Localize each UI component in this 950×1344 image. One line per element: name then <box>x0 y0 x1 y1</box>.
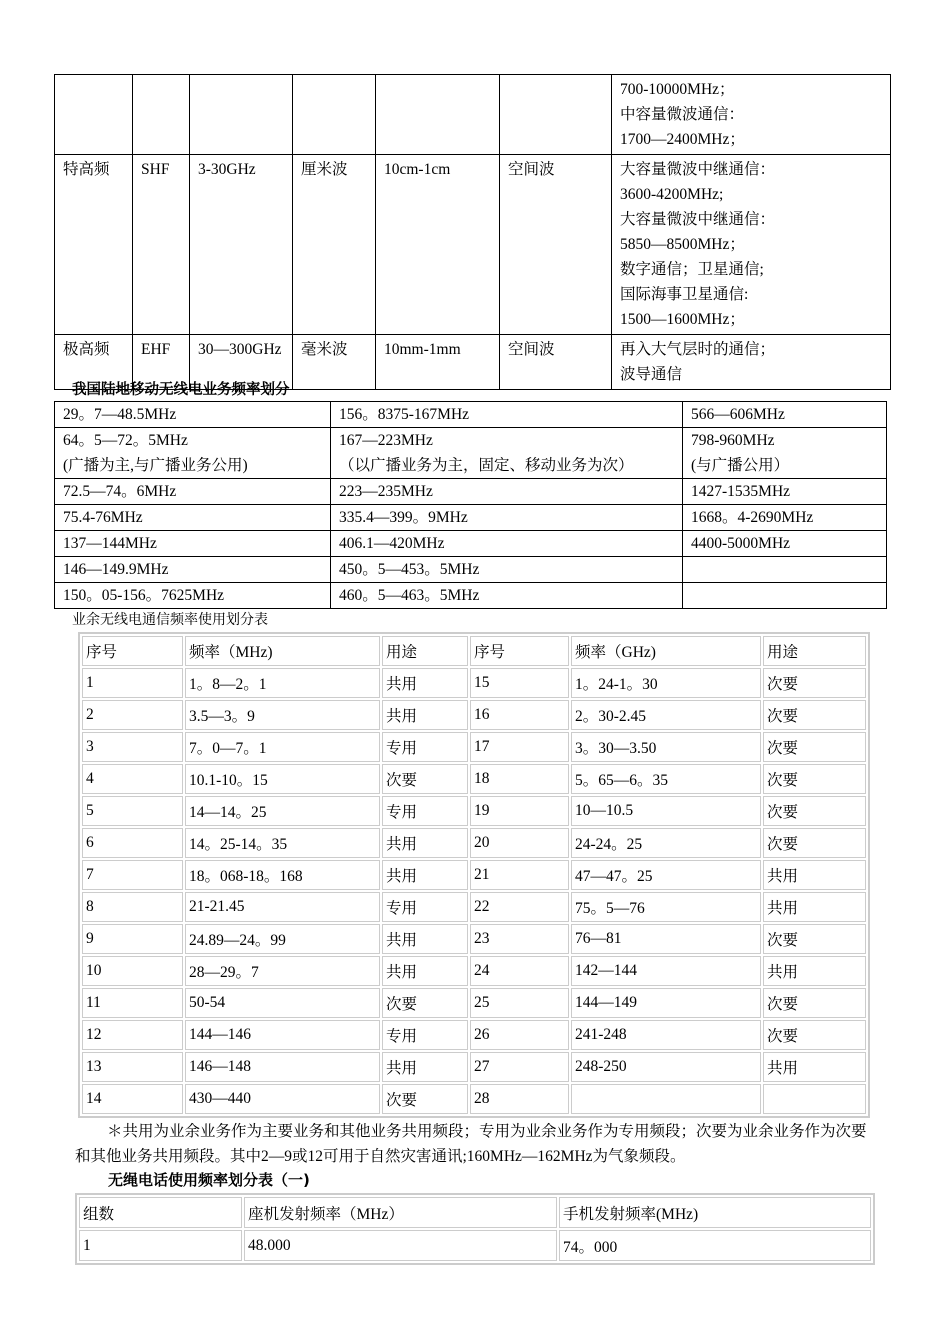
band-prop-cell <box>500 75 612 155</box>
land-mobile-cell <box>683 583 887 609</box>
amateur-cell: 21-21.45 <box>185 892 380 922</box>
land-mobile-cell: 450。5—453。5MHz <box>331 557 683 583</box>
amateur-cell: 专用 <box>382 796 468 826</box>
amateur-cell: 1 <box>82 668 183 698</box>
amateur-cell: 共用 <box>382 956 468 986</box>
amateur-cell: 241-248 <box>571 1020 761 1050</box>
land-mobile-cell: 1427-1535MHz <box>683 479 887 505</box>
amateur-cell: 14。25-14。35 <box>185 828 380 858</box>
table-row <box>82 988 866 1018</box>
amateur-cell: 共用 <box>763 1052 866 1082</box>
table-row <box>82 892 866 922</box>
amateur-cell: 22 <box>470 892 569 922</box>
amateur-cell <box>763 1084 866 1114</box>
amateur-cell: 13 <box>82 1052 183 1082</box>
band-wavelength-cell: 10cm-1cm <box>376 155 500 335</box>
amateur-cell: 共用 <box>382 828 468 858</box>
amateur-cell: 14 <box>82 1084 183 1114</box>
amateur-cell: 11 <box>82 988 183 1018</box>
amateur-note: ＊共用为业余业务作为主要业务和其他业务共用频段；专用为业余业务作为专用频段；次要为业余业务作为次要和其他业务共用频段。其中2—9或12可用于自然灾害通讯;160MHz—162MHz为气象频段。 <box>75 1123 867 1165</box>
cordless-table-title: 无绳电话使用频率划分表（一) <box>108 1171 310 1189</box>
amateur-cell: 24 <box>470 956 569 986</box>
column-header: 用途 <box>382 636 468 666</box>
column-header: 序号 <box>470 636 569 666</box>
amateur-cell: 次要 <box>763 1020 866 1050</box>
land-mobile-cell: 335.4—399。9MHz <box>331 505 683 531</box>
amateur-cell: 430—440 <box>185 1084 380 1114</box>
amateur-cell: 共用 <box>763 860 866 890</box>
amateur-cell: 27 <box>470 1052 569 1082</box>
band-uses-cell <box>612 75 891 155</box>
amateur-cell: 15 <box>470 668 569 698</box>
amateur-cell: 共用 <box>763 956 866 986</box>
band-code-cell: EHF <box>133 335 190 390</box>
table-row <box>55 402 887 428</box>
amateur-cell: 18。068-18。168 <box>185 860 380 890</box>
amateur-cell <box>571 1084 761 1114</box>
table-row <box>82 700 866 730</box>
amateur-cell: 次要 <box>763 828 866 858</box>
amateur-cell: 10.1-10。15 <box>185 764 380 794</box>
band-prop-cell: 空间波 <box>500 335 612 390</box>
frequency-band-table <box>54 74 891 390</box>
table-row <box>55 505 887 531</box>
land-mobile-table <box>54 401 887 609</box>
table-row <box>55 557 887 583</box>
amateur-cell: 142—144 <box>571 956 761 986</box>
band-wave-cell: 厘米波 <box>293 155 376 335</box>
amateur-cell: 1。24-1。30 <box>571 668 761 698</box>
amateur-cell: 次要 <box>382 988 468 1018</box>
amateur-cell: 19 <box>470 796 569 826</box>
land-mobile-cell: 798-960MHz (与广播公用） <box>683 428 887 479</box>
band-use-line: 1500—1600MHz； <box>620 311 745 328</box>
amateur-cell: 26 <box>470 1020 569 1050</box>
band-uses-cell <box>612 155 891 335</box>
amateur-cell: 23 <box>470 924 569 954</box>
amateur-cell: 2。30-2.45 <box>571 700 761 730</box>
amateur-cell: 4 <box>82 764 183 794</box>
table-row <box>82 1020 866 1050</box>
land-mobile-title: 我国陆地移动无线电业务频率划分 <box>72 382 290 398</box>
table-row <box>55 428 887 479</box>
amateur-cell: 次要 <box>763 700 866 730</box>
land-mobile-cell: 75.4-76MHz <box>55 505 331 531</box>
amateur-cell: 248-250 <box>571 1052 761 1082</box>
land-mobile-cell <box>683 557 887 583</box>
table-row <box>82 764 866 794</box>
amateur-cell: 17 <box>470 732 569 762</box>
amateur-cell: 次要 <box>763 668 866 698</box>
band-wave-cell <box>293 75 376 155</box>
amateur-cell: 专用 <box>382 1020 468 1050</box>
band-name-cell: 特高频 <box>55 155 133 335</box>
amateur-cell: 21 <box>470 860 569 890</box>
amateur-cell: 次要 <box>382 1084 468 1114</box>
amateur-cell: 25 <box>470 988 569 1018</box>
amateur-cell: 次要 <box>382 764 468 794</box>
header-row <box>79 1197 871 1228</box>
cordless-frequency-table <box>75 1193 875 1265</box>
table-row <box>82 1052 866 1082</box>
table-row <box>79 1230 871 1261</box>
land-mobile-cell: 150。05-156。7625MHz <box>55 583 331 609</box>
amateur-cell: 共用 <box>382 1052 468 1082</box>
cordless-cell: 1 <box>79 1230 242 1261</box>
amateur-cell: 3。30—3.50 <box>571 732 761 762</box>
amateur-cell: 共用 <box>382 860 468 890</box>
table-row <box>82 796 866 826</box>
band-freq-cell: 30—300GHz <box>190 335 293 390</box>
land-mobile-cell: 29。7—48.5MHz <box>55 402 331 428</box>
amateur-cell: 10—10.5 <box>571 796 761 826</box>
band-freq-cell <box>190 75 293 155</box>
band-use-line: 3600-4200MHz; <box>620 186 724 203</box>
amateur-cell: 共用 <box>382 668 468 698</box>
amateur-cell: 9 <box>82 924 183 954</box>
header-row <box>82 636 866 666</box>
band-name-cell <box>55 75 133 155</box>
amateur-cell: 50-54 <box>185 988 380 1018</box>
band-code-cell: SHF <box>133 155 190 335</box>
amateur-cell: 7。0—7。1 <box>185 732 380 762</box>
band-use-line: 数字通信；卫星通信; <box>620 261 764 278</box>
land-mobile-cell: 460。5—463。5MHz <box>331 583 683 609</box>
amateur-cell: 6 <box>82 828 183 858</box>
amateur-cell: 146—148 <box>185 1052 380 1082</box>
land-mobile-cell: 4400-5000MHz <box>683 531 887 557</box>
amateur-cell: 次要 <box>763 796 866 826</box>
amateur-cell: 24-24。25 <box>571 828 761 858</box>
amateur-cell: 专用 <box>382 732 468 762</box>
land-mobile-cell: 146—149.9MHz <box>55 557 331 583</box>
amateur-cell: 16 <box>470 700 569 730</box>
cordless-cell: 48.000 <box>244 1230 557 1261</box>
land-mobile-cell: 156。8375-167MHz <box>331 402 683 428</box>
band-use-line: 1700—2400MHz； <box>620 131 745 148</box>
column-header: 序号 <box>82 636 183 666</box>
table-row <box>55 531 887 557</box>
land-mobile-cell: 167—223MHz （以广播业务为主，固定、移动业务为次） <box>331 428 683 479</box>
table-row <box>55 75 891 155</box>
column-header: 用途 <box>763 636 866 666</box>
amateur-cell: 144—149 <box>571 988 761 1018</box>
band-prop-cell: 空间波 <box>500 155 612 335</box>
column-header: 组数 <box>79 1197 242 1228</box>
land-mobile-cell: 223—235MHz <box>331 479 683 505</box>
land-mobile-cell: 566—606MHz <box>683 402 887 428</box>
table-row <box>82 956 866 986</box>
band-code-cell <box>133 75 190 155</box>
amateur-cell: 共用 <box>382 924 468 954</box>
amateur-cell: 8 <box>82 892 183 922</box>
band-wavelength-cell: 10mm-1mm <box>376 335 500 390</box>
band-use-line: 再入大气层时的通信； <box>620 341 776 358</box>
amateur-cell: 3.5—3。9 <box>185 700 380 730</box>
table-row <box>82 1084 866 1114</box>
band-wavelength-cell <box>376 75 500 155</box>
table-row <box>55 479 887 505</box>
amateur-cell: 次要 <box>763 924 866 954</box>
band-use-line: 700-10000MHz； <box>620 81 735 98</box>
band-uses-cell <box>612 335 891 390</box>
table-row <box>82 860 866 890</box>
table-row <box>82 732 866 762</box>
table-row <box>82 924 866 954</box>
land-mobile-cell: 1668。4-2690MHz <box>683 505 887 531</box>
table-row <box>55 155 891 335</box>
amateur-cell: 专用 <box>382 892 468 922</box>
amateur-cell: 75。5—76 <box>571 892 761 922</box>
land-mobile-cell: 137—144MHz <box>55 531 331 557</box>
cordless-cell: 74。000 <box>559 1230 871 1261</box>
band-use-line: 大容量微波中继通信： <box>620 161 776 178</box>
amateur-cell: 共用 <box>763 892 866 922</box>
amateur-table-title: 业余无线电通信频率使用划分表 <box>72 612 268 628</box>
band-use-line: 波导通信 <box>620 366 683 383</box>
amateur-cell: 14—14。25 <box>185 796 380 826</box>
amateur-cell: 28 <box>470 1084 569 1114</box>
column-header: 频率（GHz) <box>571 636 761 666</box>
land-mobile-cell: 64。5—72。5MHz (广播为主,与广播业务公用) <box>55 428 331 479</box>
amateur-cell: 18 <box>470 764 569 794</box>
amateur-cell: 10 <box>82 956 183 986</box>
amateur-cell: 47—47。25 <box>571 860 761 890</box>
amateur-cell: 共用 <box>382 700 468 730</box>
amateur-cell: 28—29。7 <box>185 956 380 986</box>
band-wave-cell: 毫米波 <box>293 335 376 390</box>
band-use-line: 国际海事卫星通信: <box>620 286 749 303</box>
amateur-cell: 3 <box>82 732 183 762</box>
amateur-cell: 7 <box>82 860 183 890</box>
band-name-cell: 极高频 <box>55 335 133 390</box>
amateur-cell: 次要 <box>763 764 866 794</box>
column-header: 座机发射频率（MHz） <box>244 1197 557 1228</box>
amateur-cell: 5 <box>82 796 183 826</box>
land-mobile-cell: 72.5—74。6MHz <box>55 479 331 505</box>
band-use-line: 5850—8500MHz； <box>620 236 745 253</box>
table-row <box>82 828 866 858</box>
table-row <box>82 668 866 698</box>
column-header: 手机发射频率(MHz) <box>559 1197 871 1228</box>
column-header: 频率（MHz) <box>185 636 380 666</box>
amateur-cell: 24.89—24。99 <box>185 924 380 954</box>
amateur-cell: 次要 <box>763 988 866 1018</box>
amateur-cell: 2 <box>82 700 183 730</box>
amateur-cell: 5。65—6。35 <box>571 764 761 794</box>
amateur-cell: 144—146 <box>185 1020 380 1050</box>
band-use-line: 大容量微波中继通信： <box>620 211 776 228</box>
band-use-line: 中容量微波通信： <box>620 106 745 123</box>
table-row <box>55 583 887 609</box>
amateur-cell: 1。8—2。1 <box>185 668 380 698</box>
amateur-cell: 12 <box>82 1020 183 1050</box>
land-mobile-cell: 406.1—420MHz <box>331 531 683 557</box>
amateur-cell: 次要 <box>763 732 866 762</box>
amateur-frequency-table <box>78 632 870 1118</box>
amateur-cell: 20 <box>470 828 569 858</box>
amateur-cell: 76—81 <box>571 924 761 954</box>
band-freq-cell: 3-30GHz <box>190 155 293 335</box>
